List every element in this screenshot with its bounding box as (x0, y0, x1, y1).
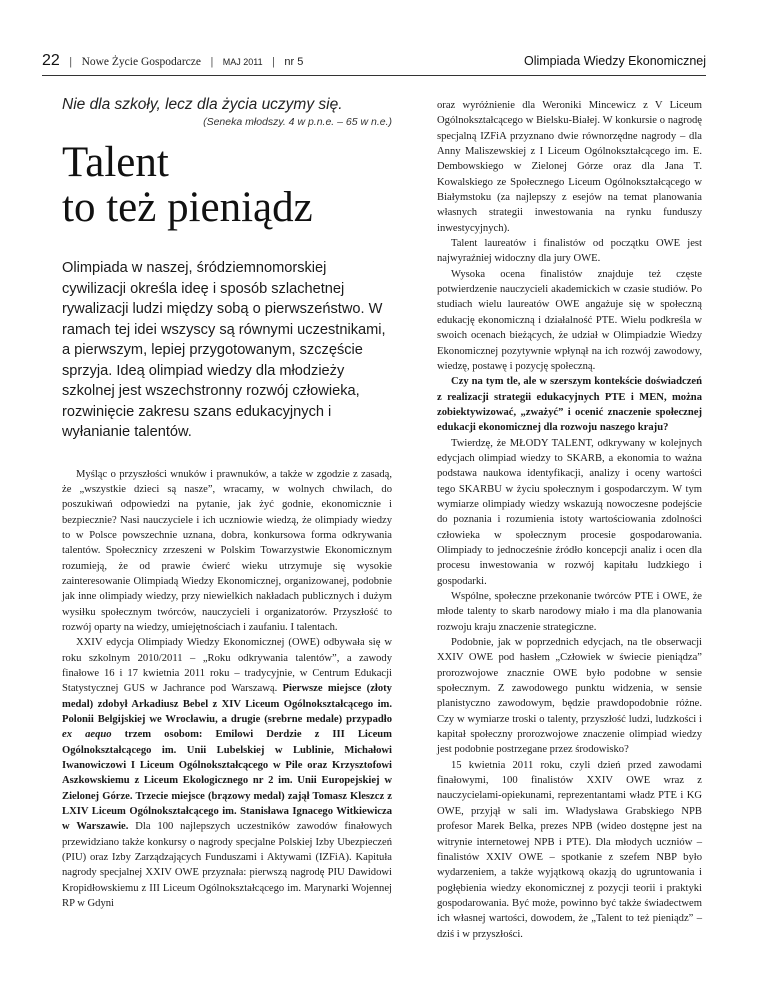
header-separator: | (210, 56, 214, 68)
article-title (62, 140, 392, 230)
title-line-1: Talent (62, 139, 169, 186)
paragraph: oraz wyróżnienie dla Weroniki Mincewicz z V Liceum Ogólnokształcącego w Bielsku-Białej. W konkursie o nagrodę specjalną IZFiA przyznano dwie równorzędne nagrody – dla Anny Maliszewskiej z I Liceum Ogólnokształcącego im. E. Dembowskiego w Zielonej Górze oraz dla Jana T. Kowalskiego ze Społecznego Liceum Ogólnokształcącego w Białymstoku (za najlepszy z esejów na temat planowania własnych strategii inwestowania na rynku funduszy inwestycyjnych). (437, 100, 702, 234)
article-lead: Olimpiada w naszej, śródziemnomorskiej cywilizacji określa ideę i sposób szlachetnej rywalizacji ludzi między sobą o pierwszeństwo. W ramach tej idei wszyscy są równymi uczestnikami, a pierwszym, lepiej przygotowanym, szczęście sprzyja. Ideą olimpiad wiedzy dla młodzieży szkolnej jest wszechstronny rozwój człowieka, rozwinięcie zakresu szans edukacyjnych i wyłanianie talentów. (62, 260, 386, 440)
results-text (62, 683, 392, 832)
issue-number: nr 5 (284, 56, 304, 68)
paragraph: 15 kwietnia 2011 roku, czyli dzień przed zawodami finałowymi, 100 finalistów XXIV OWE wraz z nauczycielami-opiekunami, reprezentantami władz PTE i KG OWE, przyjął w sali im. Władysława Grabskiego NPB profesor Marek Belka, prezes NPB (wideo dostępne jest na witrynie internetowej NPB i PTE). Dla młodych uczniów – finalistów XXIV OWE – spotkanie z szefem NBP było wydarzeniem, a także wyjątkową okazją do ugruntowania i pogłębienia wiedzy ekonomicznej z pozycji teorii i praktyki gospodarowania. Być może, powinno być także świadectwem ich własnej wartości, dowodem, że „Talent to też pieniądz” – dziś i w przyszłości. (437, 759, 702, 940)
issue-date: MAJ 2011 (222, 57, 263, 67)
header-separator: | (69, 56, 73, 68)
results-text-part: Pierwsze miejsce (złoty medal) zdobył Arkadiusz Bebel z XIV Liceum Ogólnokształcącego im. Polonii Belgijskiej we Wrocławiu, a drugie (srebrne medale) przypadło (62, 683, 392, 725)
page-header (42, 48, 706, 74)
paragraph: Podobnie, jak w poprzednich edycjach, na tle obserwacji XXIV OWE pod hasłem „Człowiek w świecie pieniądza” prorozwojowe znacznie OWE było podobne w sensie społecznym. Z zawodowego punktu widzenia, w sensie planistyczno zawodowym, będzie prawdopodobnie różne. Czy w wymiarze troski o talenty, przyszłość ludzi, ludzkości i kapitał społeczny prorozwojowe znaczenie olimpiad wiedzy jest podobnie postrzegane przez środowisko? (437, 637, 702, 756)
page-number: 22 (42, 52, 60, 69)
paragraph-text: XXIV edycja Olimpiady Wiedzy Ekonomicznej (OWE) odbywała się w roku szkolnym 2010/2011 – „Roku odkrywania talentów”, a zawody finałowe 16 i 17 kwietnia 2011 roku – tradycyjnie, w Centrum Edukacji Statystycznej GUS w Jachrance pod Warszawą. (62, 637, 392, 695)
paragraph: Wspólne, społeczne przekonanie twórców PTE i OWE, że młode talenty to skarb narodowy miało i ma dla planowania rozwoju kraju znaczenie strategiczne. (437, 591, 702, 633)
left-column (62, 96, 392, 911)
magazine-name: Nowe Życie Gospodarcze (81, 56, 201, 68)
header-left (42, 52, 303, 70)
motto-source: (Seneka młodszy. 4 w p.n.e. – 65 w n.e.) (203, 116, 392, 128)
paragraph-text: Dla 100 najlepszych uczestników zawodów finałowych przewidziano także konkursy o nagrody specjalne Polskiej Izby Ubezpieczeń (PIU) oraz Izby Zarządzających Funduszami i Aktywami (IZFiA). Kapituła nagrody specjalnej XXIV OWE przyznała: pierwszą nagrodę PIU Dawidowi Kropidłowskiemu z III Liceum Ogólnokształcącego im. Marynarki Wojennej RP w Gdyni (62, 821, 392, 910)
motto: Nie dla szkoły, lecz dla życia uczymy się. (62, 96, 343, 113)
paragraph: Wysoka ocena finalistów znajduje też częste potwierdzenie nauczycieli akademickich w czasie studiów. Po studiach wielu laureatów OWE angażuje się w społeczną edukację ekonomiczną i działalność PTE. Wielu podkreśla w swoich ocenach bieżących, że udział w Olimpiadzie Wiedzy Ekonomicznej pozytywnie wpłynął na ich rozwój zawodowy, wiedzę, postawę i pozycję społeczną. (437, 268, 702, 372)
paragraph: Myśląc o przyszłości wnuków i prawnuków, a także w zgodzie z zasadą, że „wszystkie dzieci są nasze”, wracamy, w wolnych chwilach, do poszukiwań odpowiedzi na pytanie, jak żyć godnie, ekonomicznie i bezpiecznie? Nasi nauczyciele i ich uczniowie wiedzą, że olimpiady wiedzy to w Polsce powszechnie uznana, dobra, konkursowa forma odkrywania talentów. Społecznicy zrzeszeni w Polskim Towarzystwie Ekonomicznym rozumieją, że od prawie ćwierć wieku utrzymuje się wysokie zainteresowanie Olimpiadą Wiedzy Ekonomicznej, organizowanej, podobnie jak inne olimpiady wiedzy, przy niewielkich nakładach publicznych i dużym wysiłku społecznym twórców, nauczycieli i organizatorów. Przyszłość to rozwój oparty na wiedzy, umiejętnościach i zaufaniu. I talentach. (62, 468, 392, 633)
title-line-2: to też pieniądz (62, 184, 313, 231)
paragraph: Twierdzę, że MŁODY TALENT, odkrywany w kolejnych edycjach olimpiad wiedzy to SKARB, a ekonomia to ważna podstawa naukowa identyfikacji, analizy i oceny wartości tego SKARBU w życiu społecznym i gospodarczym. W tym wymiarze olimpiady wiedzy wskazują nowoczesne podejście do poznania i rozumienia istoty wartościowania zdolności człowieka w społecznym procesie gospodarowania. Olimpiady to jednocześnie źródło koncepcji analiz i ocen dla procesu inwestowania w rozwój kapitału ludzkiego i gospodarki. (437, 437, 702, 587)
header-rule (42, 75, 706, 76)
paragraph: Talent laureatów i finalistów od początku OWE jest najwyraźniej widoczny dla jury OWE. (437, 238, 702, 265)
header-separator: | (272, 56, 275, 68)
right-body-text (437, 98, 702, 942)
latin-phrase: ex aequo (62, 729, 112, 741)
paragraph (437, 374, 702, 435)
section-name: Olimpiada Wiedzy Ekonomicznej (523, 54, 706, 68)
right-column (437, 98, 702, 942)
question-text: Czy na tym tle, ale w szerszym kontekście doświadczeń z realizacji strategii edukacyjnych PTE i MEN, można zobiektywizować, „zważyć” i ocenić znaczenie społecznej edukacji ekonomicznej dla rozwoju naszego kraju? (437, 376, 702, 434)
left-body-text (62, 467, 392, 912)
paragraph (62, 635, 392, 911)
results-text-part: trzem osobom: Emilowi Derdzie z III Liceum Ogólnokształcącego im. Unii Lubelskiej w Lublinie, Michałowi Iwanowiczowi I Liceum Ogólnokształcącego w Pile oraz Krzysztofowi Aszkowskiemu z Liceum Ekologicznego nr 2 im. Unii Europejskiej w Zielonej Górze. Trzecie miejsce (brązowy medal) zajął Tomasz Kleszcz z LXIV Liceum Ogólnokształcącego im. Stanisława Ignacego Witkiewicza w Warszawie. (62, 729, 392, 833)
